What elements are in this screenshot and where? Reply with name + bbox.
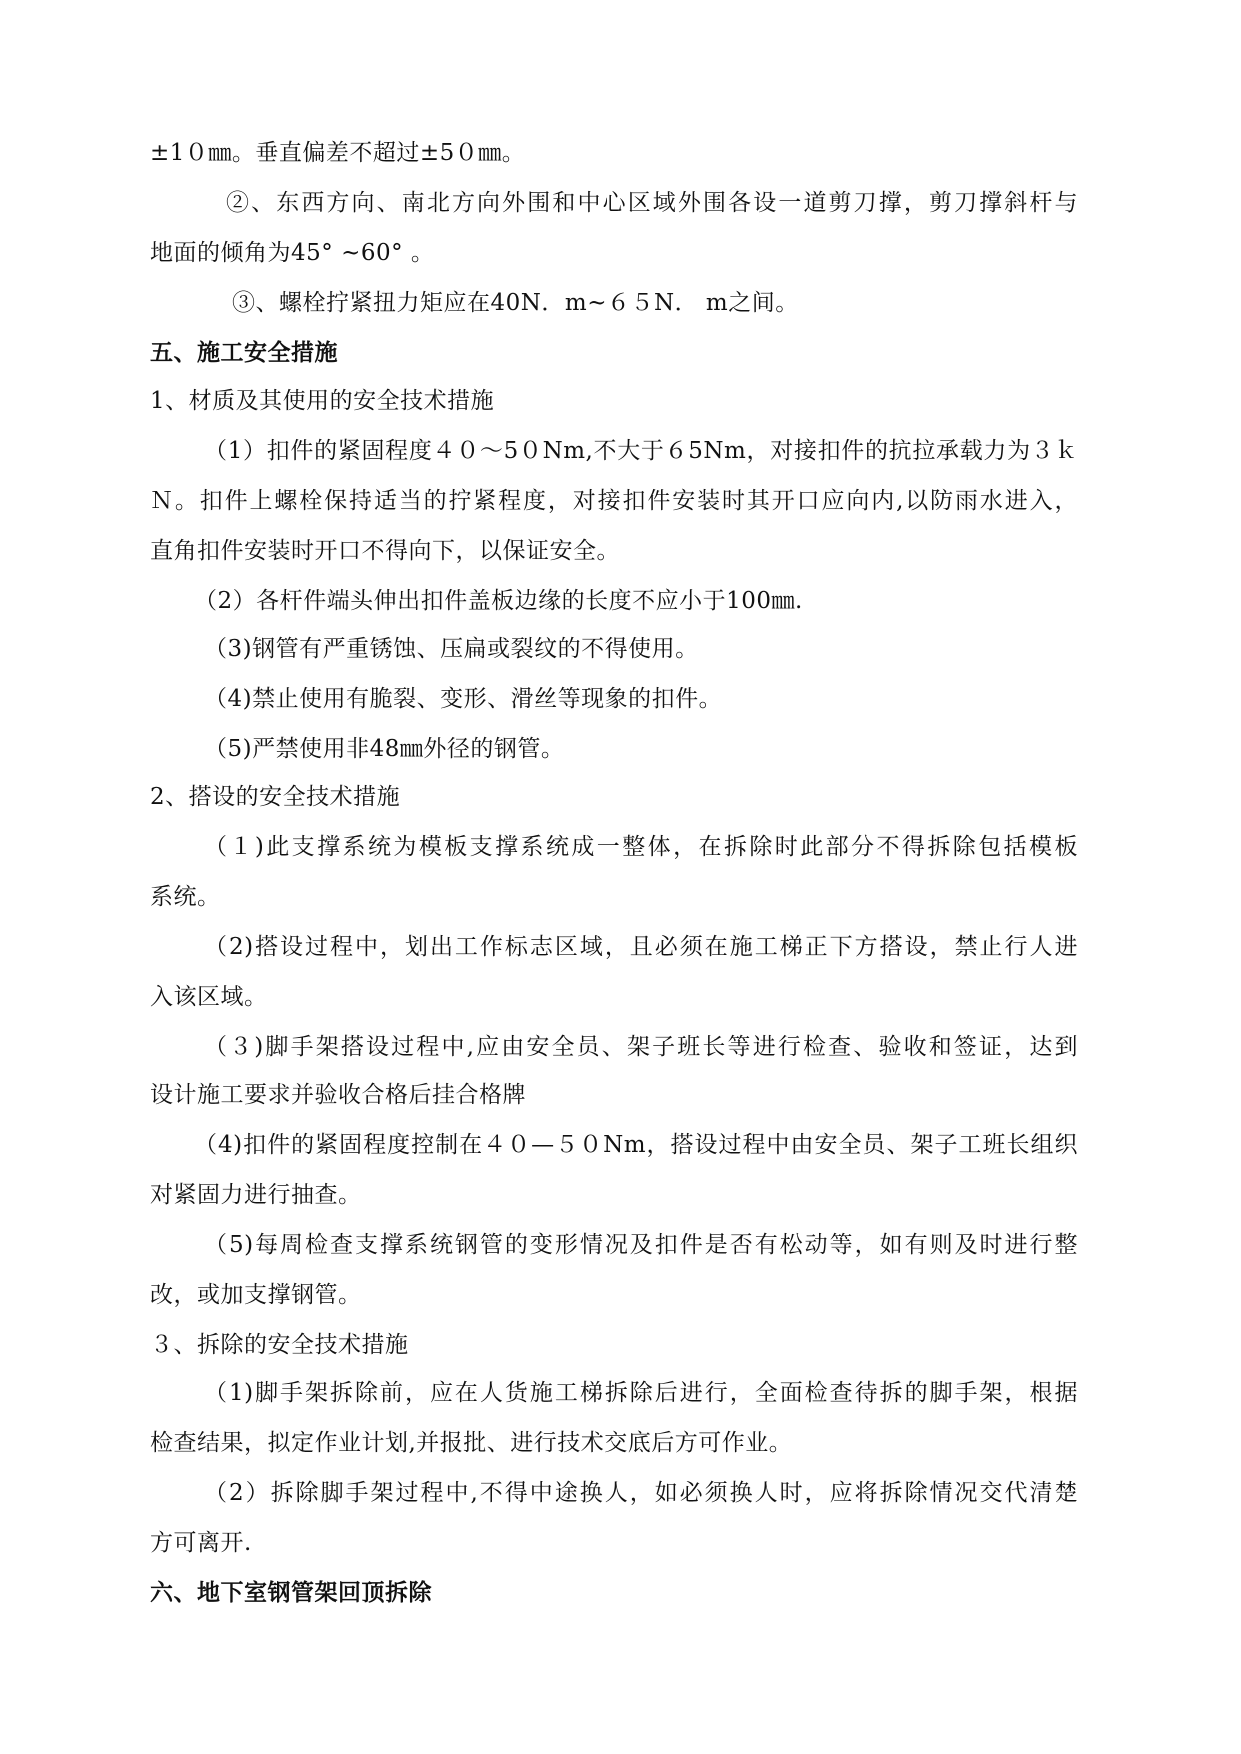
text-line: （2）各杆件端头伸出扣件盖板边缘的长度不应小于100㎜. [194, 588, 803, 614]
text-line: （１)此支撑系统为模板支撑系统成一整体，在拆除时此部分不得拆除包括模板 [204, 834, 1078, 860]
subsection-heading: 2、搭设的安全技术措施 [150, 784, 401, 810]
text-line: （5)每周检查支撑系统钢管的变形情况及扣件是否有松动等，如有则及时进行整 [204, 1232, 1078, 1258]
text-line: （2）拆除脚手架过程中,不得中途换人，如必须换人时，应将拆除情况交代清楚 [204, 1480, 1078, 1506]
text-line: （5)严禁使用非48㎜外径的钢管。 [204, 736, 565, 762]
text-line: 设计施工要求并验收合格后挂合格牌 [150, 1082, 526, 1108]
text-line: 改，或加支撑钢管。 [150, 1282, 362, 1308]
text-line: ±1０㎜。垂直偏差不超过±5０㎜。 [150, 140, 526, 166]
text-line: （4)禁止使用有脆裂、变形、滑丝等现象的扣件。 [204, 686, 723, 712]
text-line: （3)钢管有严重锈蚀、压扁或裂纹的不得使用。 [204, 636, 699, 662]
text-line: 检查结果，拟定作业计划,并报批、进行技术交底后方可作业。 [150, 1430, 793, 1456]
subsection-heading: ３、拆除的安全技术措施 [150, 1332, 409, 1358]
text-line: （３)脚手架搭设过程中,应由安全员、架子班长等进行检查、验收和签证，达到 [204, 1034, 1078, 1060]
text-line: 直角扣件安装时开口不得向下，以保证安全。 [150, 538, 620, 564]
text-line: 入该区域。 [150, 984, 268, 1010]
text-line: ②、东西方向、南北方向外围和中心区域外围各设一道剪刀撑，剪刀撑斜杆与 [226, 190, 1078, 216]
section-heading: 六、地下室钢管架回顶拆除 [150, 1580, 432, 1606]
text-line: （4)扣件的紧固程度控制在４０—５０Nm，搭设过程中由安全员、架子工班长组织 [194, 1132, 1078, 1158]
text-line: ③、螺栓拧紧扭力矩应在40N．m~６５N． m之间。 [232, 290, 799, 316]
text-line: （1）扣件的紧固程度４０～5０Nm,不大于６5Nm，对接扣件的抗拉承载力为３ｋ [204, 438, 1078, 464]
text-line: 系统。 [150, 884, 221, 910]
text-line: 方可离开. [150, 1530, 252, 1556]
text-line: （1)脚手架拆除前，应在人货施工梯拆除后进行，全面检查待拆的脚手架，根据 [204, 1380, 1078, 1406]
subsection-heading: 1、材质及其使用的安全技术措施 [150, 388, 495, 414]
text-line: 对紧固力进行抽查。 [150, 1182, 362, 1208]
text-line: Ｎ。扣件上螺栓保持适当的拧紧程度，对接扣件安装时其开口应向内,以防雨水进入， [150, 488, 1078, 514]
text-line: （2)搭设过程中，划出工作标志区域，且必须在施工梯正下方搭设，禁止行人进 [204, 934, 1078, 960]
text-line: 地面的倾角为45° ~60° 。 [150, 240, 435, 266]
section-heading: 五、施工安全措施 [150, 340, 338, 366]
